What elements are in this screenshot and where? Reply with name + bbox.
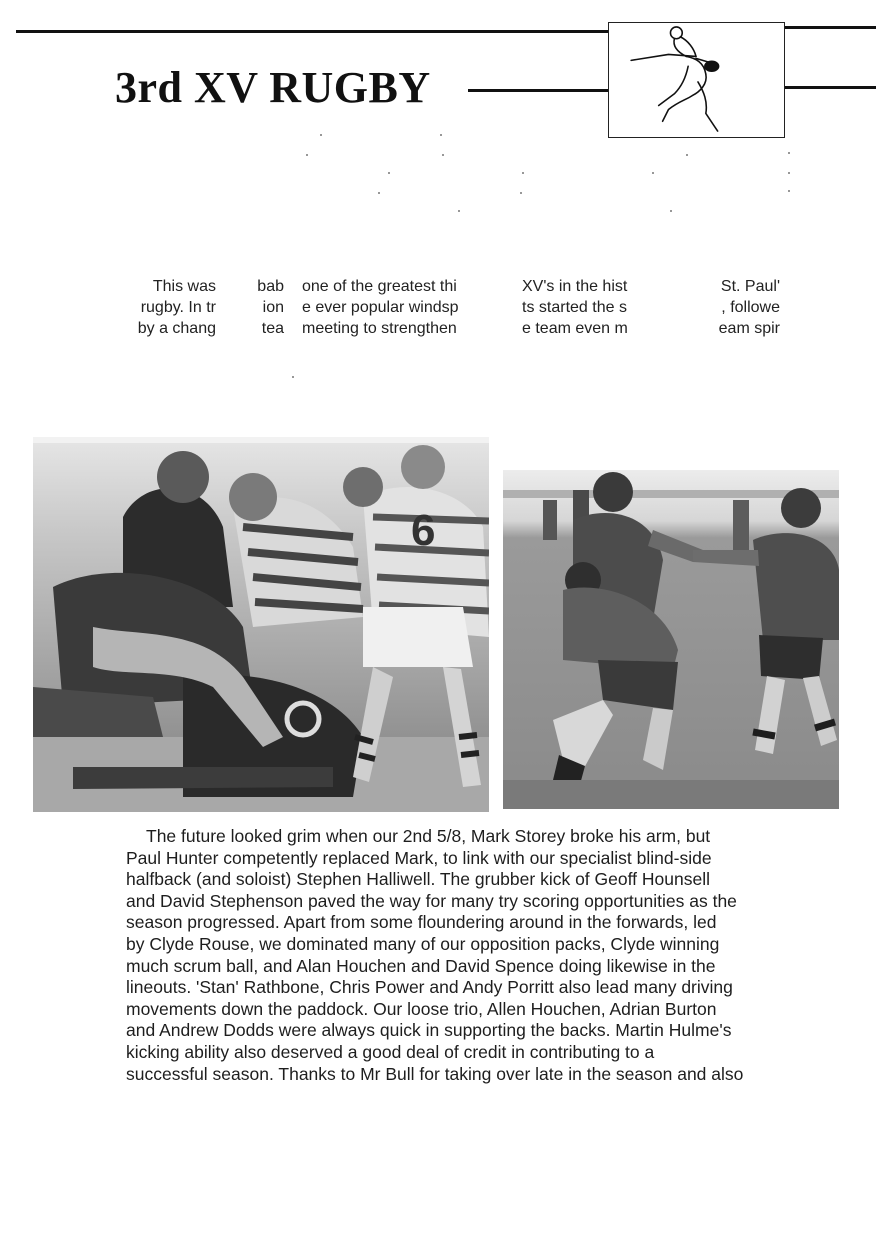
page-title: 3rd XV RUGBY — [115, 63, 431, 112]
body-line: season progressed. Apart from some floundering around in the forwards, led — [126, 912, 717, 933]
intro-fragment: XV's in the hist — [522, 278, 628, 295]
print-dot — [320, 134, 322, 136]
body-line: by Clyde Rouse, we dominated many of our opposition packs, Clyde winning — [126, 933, 720, 954]
intro-column-4 — [522, 276, 628, 339]
print-dot — [442, 154, 444, 156]
print-dot — [378, 192, 380, 194]
intro-fragment: , followe — [721, 299, 780, 316]
intro-fragment: tea — [261, 320, 284, 337]
scrum-photo — [33, 437, 489, 812]
article-body — [126, 826, 802, 1085]
running-rugby-player-icon — [609, 23, 784, 137]
print-dot — [788, 190, 790, 192]
body-line: and David Stephenson paved the way for many try scoring opportunities as the — [126, 890, 737, 911]
intro-fragment: ts started the s — [522, 299, 627, 316]
top-rule-left — [16, 30, 608, 33]
body-line: much scrum ball, and Alan Houchen and David Spence doing likewise in the — [126, 955, 716, 976]
tackle-photo — [503, 470, 839, 809]
intro-fragment: e team even m — [522, 320, 628, 337]
print-dot — [788, 172, 790, 174]
body-line: successful season. Thanks to Mr Bull for taking over late in the season and also — [126, 1063, 744, 1084]
intro-fragment: rugby. In tr — [140, 299, 216, 316]
intro-fragment: eam spir — [718, 320, 780, 337]
intro-fragment: ion — [262, 299, 284, 316]
intro-column-2 — [236, 276, 284, 339]
body-line: Paul Hunter competently replaced Mark, to link with our specialist blind-side — [126, 847, 712, 868]
print-dot — [652, 172, 654, 174]
intro-column-1 — [118, 276, 216, 339]
intro-column-5 — [690, 276, 780, 339]
title-rule — [468, 89, 608, 92]
body-line: lineouts. 'Stan' Rathbone, Chris Power and Andy Porritt also lead many driving — [126, 977, 733, 998]
body-line: and Andrew Dodds were always quick in supporting the backs. Martin Hulme's — [126, 1020, 732, 1041]
print-dot — [522, 172, 524, 174]
print-dot — [388, 172, 390, 174]
intro-fragment: St. Paul' — [720, 278, 780, 295]
intro-fragment: This was — [152, 278, 216, 295]
body-line: movements down the paddock. Our loose trio, Allen Houchen, Adrian Burton — [126, 998, 717, 1019]
title-rule-right — [785, 86, 876, 89]
intro-fragment: bab — [257, 278, 284, 295]
print-dot — [292, 376, 294, 378]
intro-fragment: meeting to strengthen — [302, 320, 457, 337]
svg-text:6: 6 — [411, 506, 436, 555]
print-dot — [788, 152, 790, 154]
body-line: kicking ability also deserved a good deal of credit in contributing to a — [126, 1041, 655, 1062]
intro-column-3 — [302, 276, 459, 339]
body-line: The future looked grim when our 2nd 5/8, Mark Storey broke his arm, but — [146, 826, 711, 846]
print-dot — [670, 210, 672, 212]
intro-fragment: by a chang — [137, 320, 216, 337]
intro-fragment: one of the greatest thi — [302, 278, 457, 295]
logo-box — [608, 22, 785, 138]
print-dot — [520, 192, 522, 194]
body-line: halfback (and soloist) Stephen Halliwell. The grubber kick of Geoff Hounsell — [126, 869, 710, 890]
top-rule-right — [785, 26, 876, 29]
print-dot — [686, 154, 688, 156]
intro-fragment: e ever popular windsp — [302, 299, 459, 316]
print-dot — [458, 210, 460, 212]
print-dot — [306, 154, 308, 156]
print-dot — [440, 134, 442, 136]
